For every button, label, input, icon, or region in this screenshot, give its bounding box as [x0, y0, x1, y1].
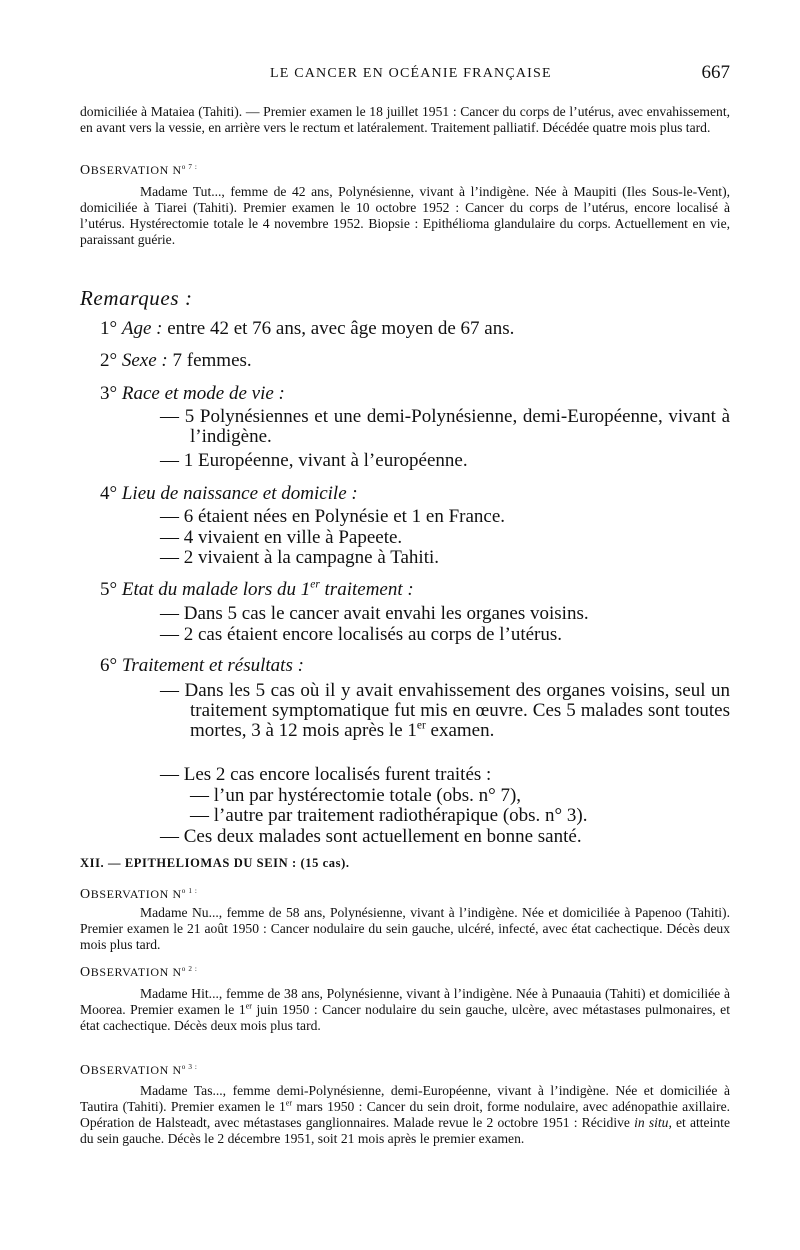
remark-3-item-1: — 5 Polynésiennes et une demi-Polynésienne, demi-Européenne, vivant à l’indigène.	[160, 406, 730, 447]
sein-observation-1-text: Madame Nu..., femme de 58 ans, Polynésienne, vivant à l’indigène. Née et domiciliée à Papenoo (Tahiti). Premier examen le 21 août 1950 : Cancer nodulaire du sein gauche, ulcéré, infecté, avec état cachectique. Décès deux mois plus tard.	[80, 905, 730, 952]
remark-4-heading: 4° Lieu de naissance et domicile :	[100, 483, 358, 504]
remark-2: 2° Sexe : 7 femmes.	[100, 350, 252, 371]
remark-6-heading: 6° Traitement et résultats :	[100, 655, 304, 676]
page-header	[80, 62, 730, 86]
remark-5-heading: 5° Etat du malade lors du 1er traitement :	[100, 578, 414, 600]
remark-3-item-2: — 1 Européenne, vivant à l’européenne.	[160, 450, 468, 471]
remark-6-subitem-2: — l’autre par traitement radiothérapique (obs. n° 3).	[190, 805, 588, 826]
intro-paragraph: domiciliée à Mataiea (Tahiti). — Premier examen le 18 juillet 1951 : Cancer du corps de l’utérus, avec envahissement, en avant vers la vessie, en arrière vers le rectum et latéralement. Traitement palliatif. Décédée quatre mois plus tard.	[80, 104, 730, 135]
section-title: XII. — EPITHELIOMAS DU SEIN : (15 cas).	[80, 856, 350, 870]
sein-observation-2-text: Madame Hit..., femme de 38 ans, Polynésienne, vivant à l’indigène. Née à Punaauia (Tahiti) et domiciliée à Moorea. Premier examen le 1er juin 1950 : Cancer nodulaire du sein gauche, ulcère, avec métastases pulmonaires, et état cachectique. Décès deux mois plus tard.	[80, 986, 730, 1033]
remark-5-item-2: — 2 cas étaient encore localisés au corps de l’utérus.	[160, 624, 563, 645]
remark-3-heading: 3° Race et mode de vie :	[100, 383, 285, 404]
observation-7-heading: OBSERVATION $N^{o 7 :}$	[80, 163, 198, 178]
observation-7-text: Madame Tut..., femme de 42 ans, Polynésienne, vivant à l’indigène. Née à Maupiti (Iles Sous-le-Vent), domiciliée à Tiarei (Tahiti). Premier examen le 10 octobre 1952 : Cancer du corps de l’utérus, encore localisé à l’utérus. Hystérectomie totale le 4 novembre 1952. Biopsie : Epithélioma glandulaire du corps. Actuellement en vie, paraissant guérie.	[80, 184, 730, 247]
remark-6-item-2: — Les 2 cas encore localisés furent traités :	[160, 764, 492, 785]
remark-4-item-1: — 6 étaient nées en Polynésie et 1 en France.	[160, 506, 506, 527]
remark-4-item-3: — 2 vivaient à la campagne à Tahiti.	[160, 547, 439, 568]
remark-5-item-1: — Dans 5 cas le cancer avait envahi les organes voisins.	[160, 603, 589, 624]
remark-1: 1° Age : entre 42 et 76 ans, avec âge moyen de 67 ans.	[100, 318, 515, 339]
remark-6-subitem-1: — l’un par hystérectomie totale (obs. n° 7),	[190, 785, 522, 806]
remarques-title: Remarques :	[80, 286, 193, 310]
sein-observation-3-text: Madame Tas..., femme demi-Polynésienne, demi-Européenne, vivant à l’indigène. Née et domiciliée à Tautira (Tahiti). Premier examen le 1er mars 1950 : Cancer du sein droit, forme nodulaire, avec adénopathie axillaire. Opération de Halsteadt, avec métastases ganglionnaires. Malade revue le 2 octobre 1951 : Récidive in situ, et atteinte du sein gauche. Décès le 2 décembre 1951, soit 21 mois après le premier examen.	[80, 1083, 730, 1146]
remark-6-item-3: — Ces deux malades sont actuellement en bonne santé.	[160, 826, 582, 847]
remark-4-item-2: — 4 vivaient en ville à Papeete.	[160, 527, 403, 548]
sein-observation-3-heading: OBSERVATION $N^{o 3 :}$	[80, 1063, 198, 1078]
remark-6-item-1: — Dans les 5 cas où il y avait envahissement des organes voisins, seul un traitement symptomatique fut mis en œuvre. Ces 5 malades sont toutes mortes, 3 à 12 mois après le 1er examen.	[160, 680, 730, 741]
sein-observation-2-heading: OBSERVATION $N^{o 2 :}$	[80, 965, 198, 980]
page-number: 667	[701, 62, 730, 83]
running-title: LE CANCER EN OCÉANIE FRANÇAISE	[270, 66, 552, 81]
sein-observation-1-heading: OBSERVATION $N^{o 1 :}$	[80, 887, 198, 902]
